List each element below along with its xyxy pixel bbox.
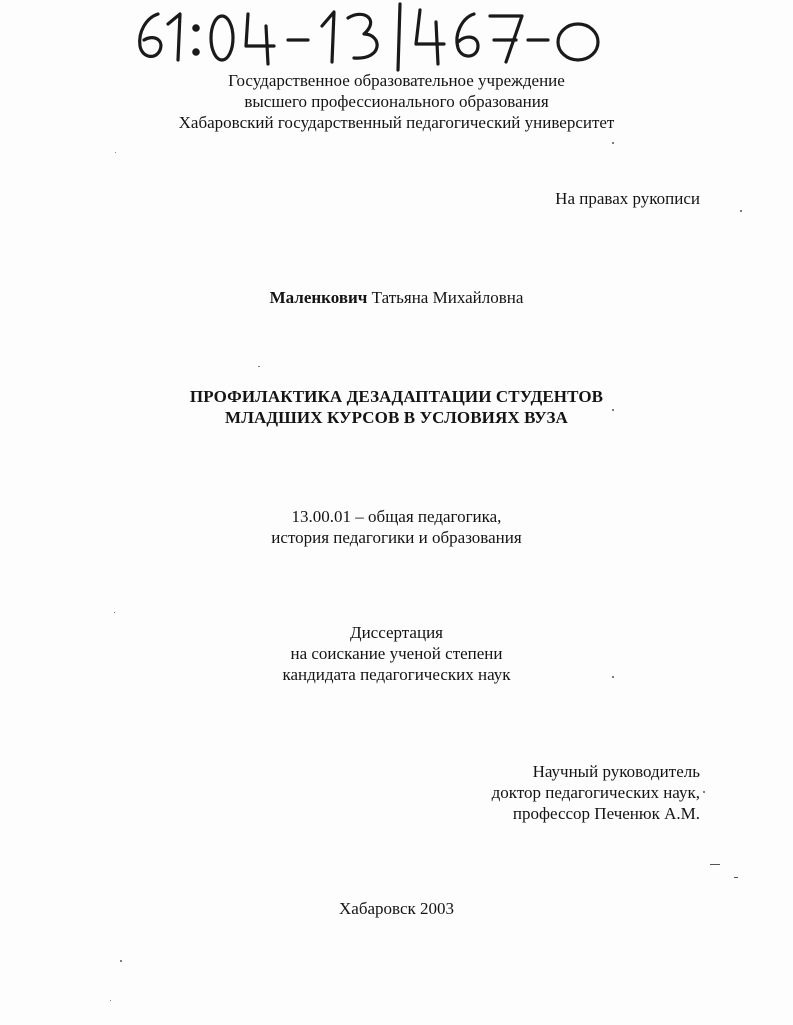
scan-speck — [114, 612, 115, 613]
handwritten-catalog-number — [128, 0, 608, 72]
scan-speck — [120, 960, 122, 962]
scan-speck — [703, 791, 705, 793]
title-line-1: ПРОФИЛАКТИКА ДЕЗАДАПТАЦИИ СТУДЕНТОВ — [189, 387, 604, 406]
city-year: Хабаровск 2003 — [339, 899, 454, 918]
degree-line-1: Диссертация — [349, 623, 443, 642]
advisor-line-1: Научный руководитель — [532, 762, 700, 781]
specialty-line-2: история педагогики и образования — [271, 528, 522, 547]
author-name — [0, 287, 793, 308]
advisor-line-2: доктор педагогических наук, — [491, 783, 700, 802]
institution-line-3: Хабаровский государственный педагогический университет — [178, 113, 615, 132]
degree-block — [0, 622, 793, 685]
degree-line-3: кандидата педагогических наук — [282, 665, 511, 684]
specialty-line-1: 13.00.01 – общая педагогика, — [291, 507, 502, 526]
scan-speck — [734, 877, 738, 878]
institution-line-2: высшего профессионального образования — [244, 92, 549, 111]
title-line-2: МЛАДШИХ КУРСОВ В УСЛОВИЯХ ВУЗА — [225, 408, 568, 427]
scan-speck — [115, 152, 116, 153]
scan-speck — [612, 409, 614, 411]
institution-line-1: Государственное образовательное учреждение — [228, 71, 565, 90]
specialty-block — [0, 506, 793, 548]
advisor-line-3: профессор Печенюк А.М. — [512, 804, 700, 823]
institution-block — [0, 70, 793, 133]
dissertation-title — [0, 386, 793, 428]
scan-speck — [258, 366, 260, 367]
author-given-names: Татьяна Михайловна — [371, 288, 524, 307]
rights-note: На правах рукописи — [555, 189, 700, 208]
scan-speck — [612, 142, 614, 144]
scan-speck — [110, 1000, 111, 1001]
degree-line-2: на соискание ученой степени — [290, 644, 503, 663]
scan-speck — [710, 864, 720, 865]
author-surname: Маленкович — [269, 288, 368, 307]
advisor-block — [492, 761, 700, 824]
scan-speck — [612, 676, 614, 678]
scan-speck — [740, 210, 742, 212]
